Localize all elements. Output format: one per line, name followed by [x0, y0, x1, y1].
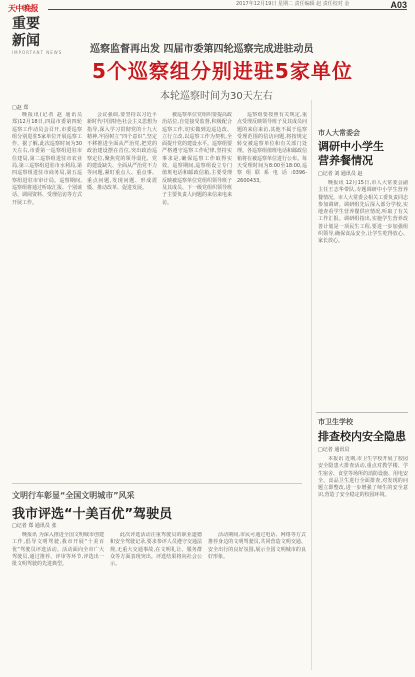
- header-meta: 2017年12月19日 星期二 责任编辑 赵 责任校对 金: [236, 1, 350, 7]
- lead-subhead: 本轮巡察时间为30天左右: [160, 91, 273, 102]
- sidebar2-kicker: 市卫生学校: [318, 418, 353, 426]
- story2-kicker: 文明行车彰显“全国文明城市”风采: [12, 491, 135, 500]
- section-en: IMPORTANT NEWS: [12, 50, 63, 55]
- story2-rule: [12, 483, 302, 484]
- lead-column-2: 会议强调,要坚持以习近平新时代中国特色社会主义思想为指导,深入学习贯彻党的十九大精神,牢固树立“四个意识”,坚定不移推进全面从严治党,把党的政治建设摆在首位,突出政治巡察定位,聚焦党的领导弱化、党的建设缺失、全面从严治党不力等问题,紧盯重点人、重点事、重点问题,发现问题、形成震慑、推动改革、促进发展。: [87, 112, 157, 191]
- story2-headline: 我市评选“十美百优”驾驶员: [12, 507, 173, 522]
- lead-column-1: 晚报讯(记者 赵 通讯员 郑)12月18日,四届市委第四轮巡察工作动员会召开,市委巡察组分别进驻5家单位开展巡察工作。据了解,此次巡察时间为30天左右,市委第一巡察组进驻市住建局,第二巡察组进驻市农业局,第三巡察组进驻市水利局,第四巡察组进驻市商务局,第五巡察组进驻市审计局。巡察期间,巡察组将通过听取汇报、个别谈话、调阅资料、受理信访等方式开展工作。: [12, 112, 82, 206]
- lead-column-3: 被巡察单位党组织要提高政治站位,自觉接受监督,积极配合巡察工作,切实做到边巡边改、立行立改,以巡察工作为契机,全面提升党的建设水平。巡察组要严格遵守巡察工作纪律,坚持实事求是,确保巡察工作取得实效。巡察期间,巡察组设立专门值班电话和邮政信箱,主要受理反映被巡察单位党组织领导班子及其成员、下一级党组织领导班子主要负责人问题的来信来电来访。: [162, 112, 232, 206]
- sidebar2-byline: □记者 通讯员: [318, 447, 350, 453]
- sidebar1-kicker: 市人大常委会: [318, 129, 360, 137]
- sidebar1-byline: □记者 刘 通讯员 赵: [318, 171, 363, 177]
- sidebar1-body: 晚报讯 12月15日,市人大常委会副主任王志华带队,专题调研中小学生营养餐情况。市人大常委会相关工委负责同志参加调研。调研组先后深入部分学校,实地查看学生营养餐供应情况,听取了有关工作汇报。调研组指出,实施学生营养改善计划是一项民生工程,要进一步加强组织领导,确保食品安全,让学生吃得放心、家长放心。: [318, 180, 408, 245]
- sidebar1-headline-line1: 调研中小学生: [318, 140, 384, 153]
- section-label: [12, 16, 64, 72]
- sidebar2-headline: 排查校内安全隐患: [318, 430, 406, 443]
- lead-headline: 5个巡察组分别进驻5家单位: [92, 59, 353, 83]
- newspaper-logo: 天中晚报: [8, 3, 38, 13]
- header-rule: [48, 9, 407, 10]
- story2-byline: □记者 郑 通讯员 张: [12, 523, 57, 529]
- page-number: A03: [390, 0, 407, 10]
- section-title-line2: 新闻: [12, 33, 40, 49]
- sidebar-rule: [316, 412, 408, 413]
- story2-column-1: 晚报讯 为深入推进全国文明城市创建工作,倡导文明驾驶,我市开展“十美百优”驾驶员评选活动。活动面向全市广大驾驶员,通过推荐、评审等环节,评选出一批文明驾驶的先进典型。: [12, 532, 104, 568]
- story2-column-2: 此次评选活动注重驾驶员的职业道德和安全驾驶记录,要求参评人员遵守交通法规,无重大交通事故,在文明礼让、服务群众等方面表现突出。评选结果将向社会公示。: [110, 532, 202, 568]
- section-title-line1: 重要: [12, 16, 40, 32]
- lead-kicker: 巡察监督再出发 四届市委第四轮巡察完成进驻动员: [90, 44, 314, 55]
- column-divider: [311, 100, 312, 670]
- lead-column-4: 巡察组要按照有关规定,重点受理反映领导班子及其成员问题的来信来访,其他不属于巡察受理范围的信访问题,将按规定转交被巡察单位和有关部门处理。各巡察组值班电话和邮政信箱将在被巡察单位进行公布。每天受理时间为8:00至18:00,巡察组联系电话:0396-2600433。: [237, 112, 307, 184]
- sidebar2-body: 本报讯 近期,市卫生学校开展了校园安全隐患大排查活动,重点对教学楼、学生宿舍、食堂等场所的消防设施、用电安全、食品卫生进行全面排查,对发现的问题立即整改,进一步增强了师生的安全意识,营造了安全稳定的校园环境。: [318, 456, 408, 499]
- story2-column-3: 活动期间,市民可通过电话、网络等方式推荐身边的文明驾驶员,共同营造文明交通、安全出行的良好氛围,展示全国文明城市的良好形象。: [208, 532, 306, 560]
- lead-byline: □赵 郑: [12, 105, 29, 111]
- sidebar1-headline-line2: 营养餐情况: [318, 154, 373, 167]
